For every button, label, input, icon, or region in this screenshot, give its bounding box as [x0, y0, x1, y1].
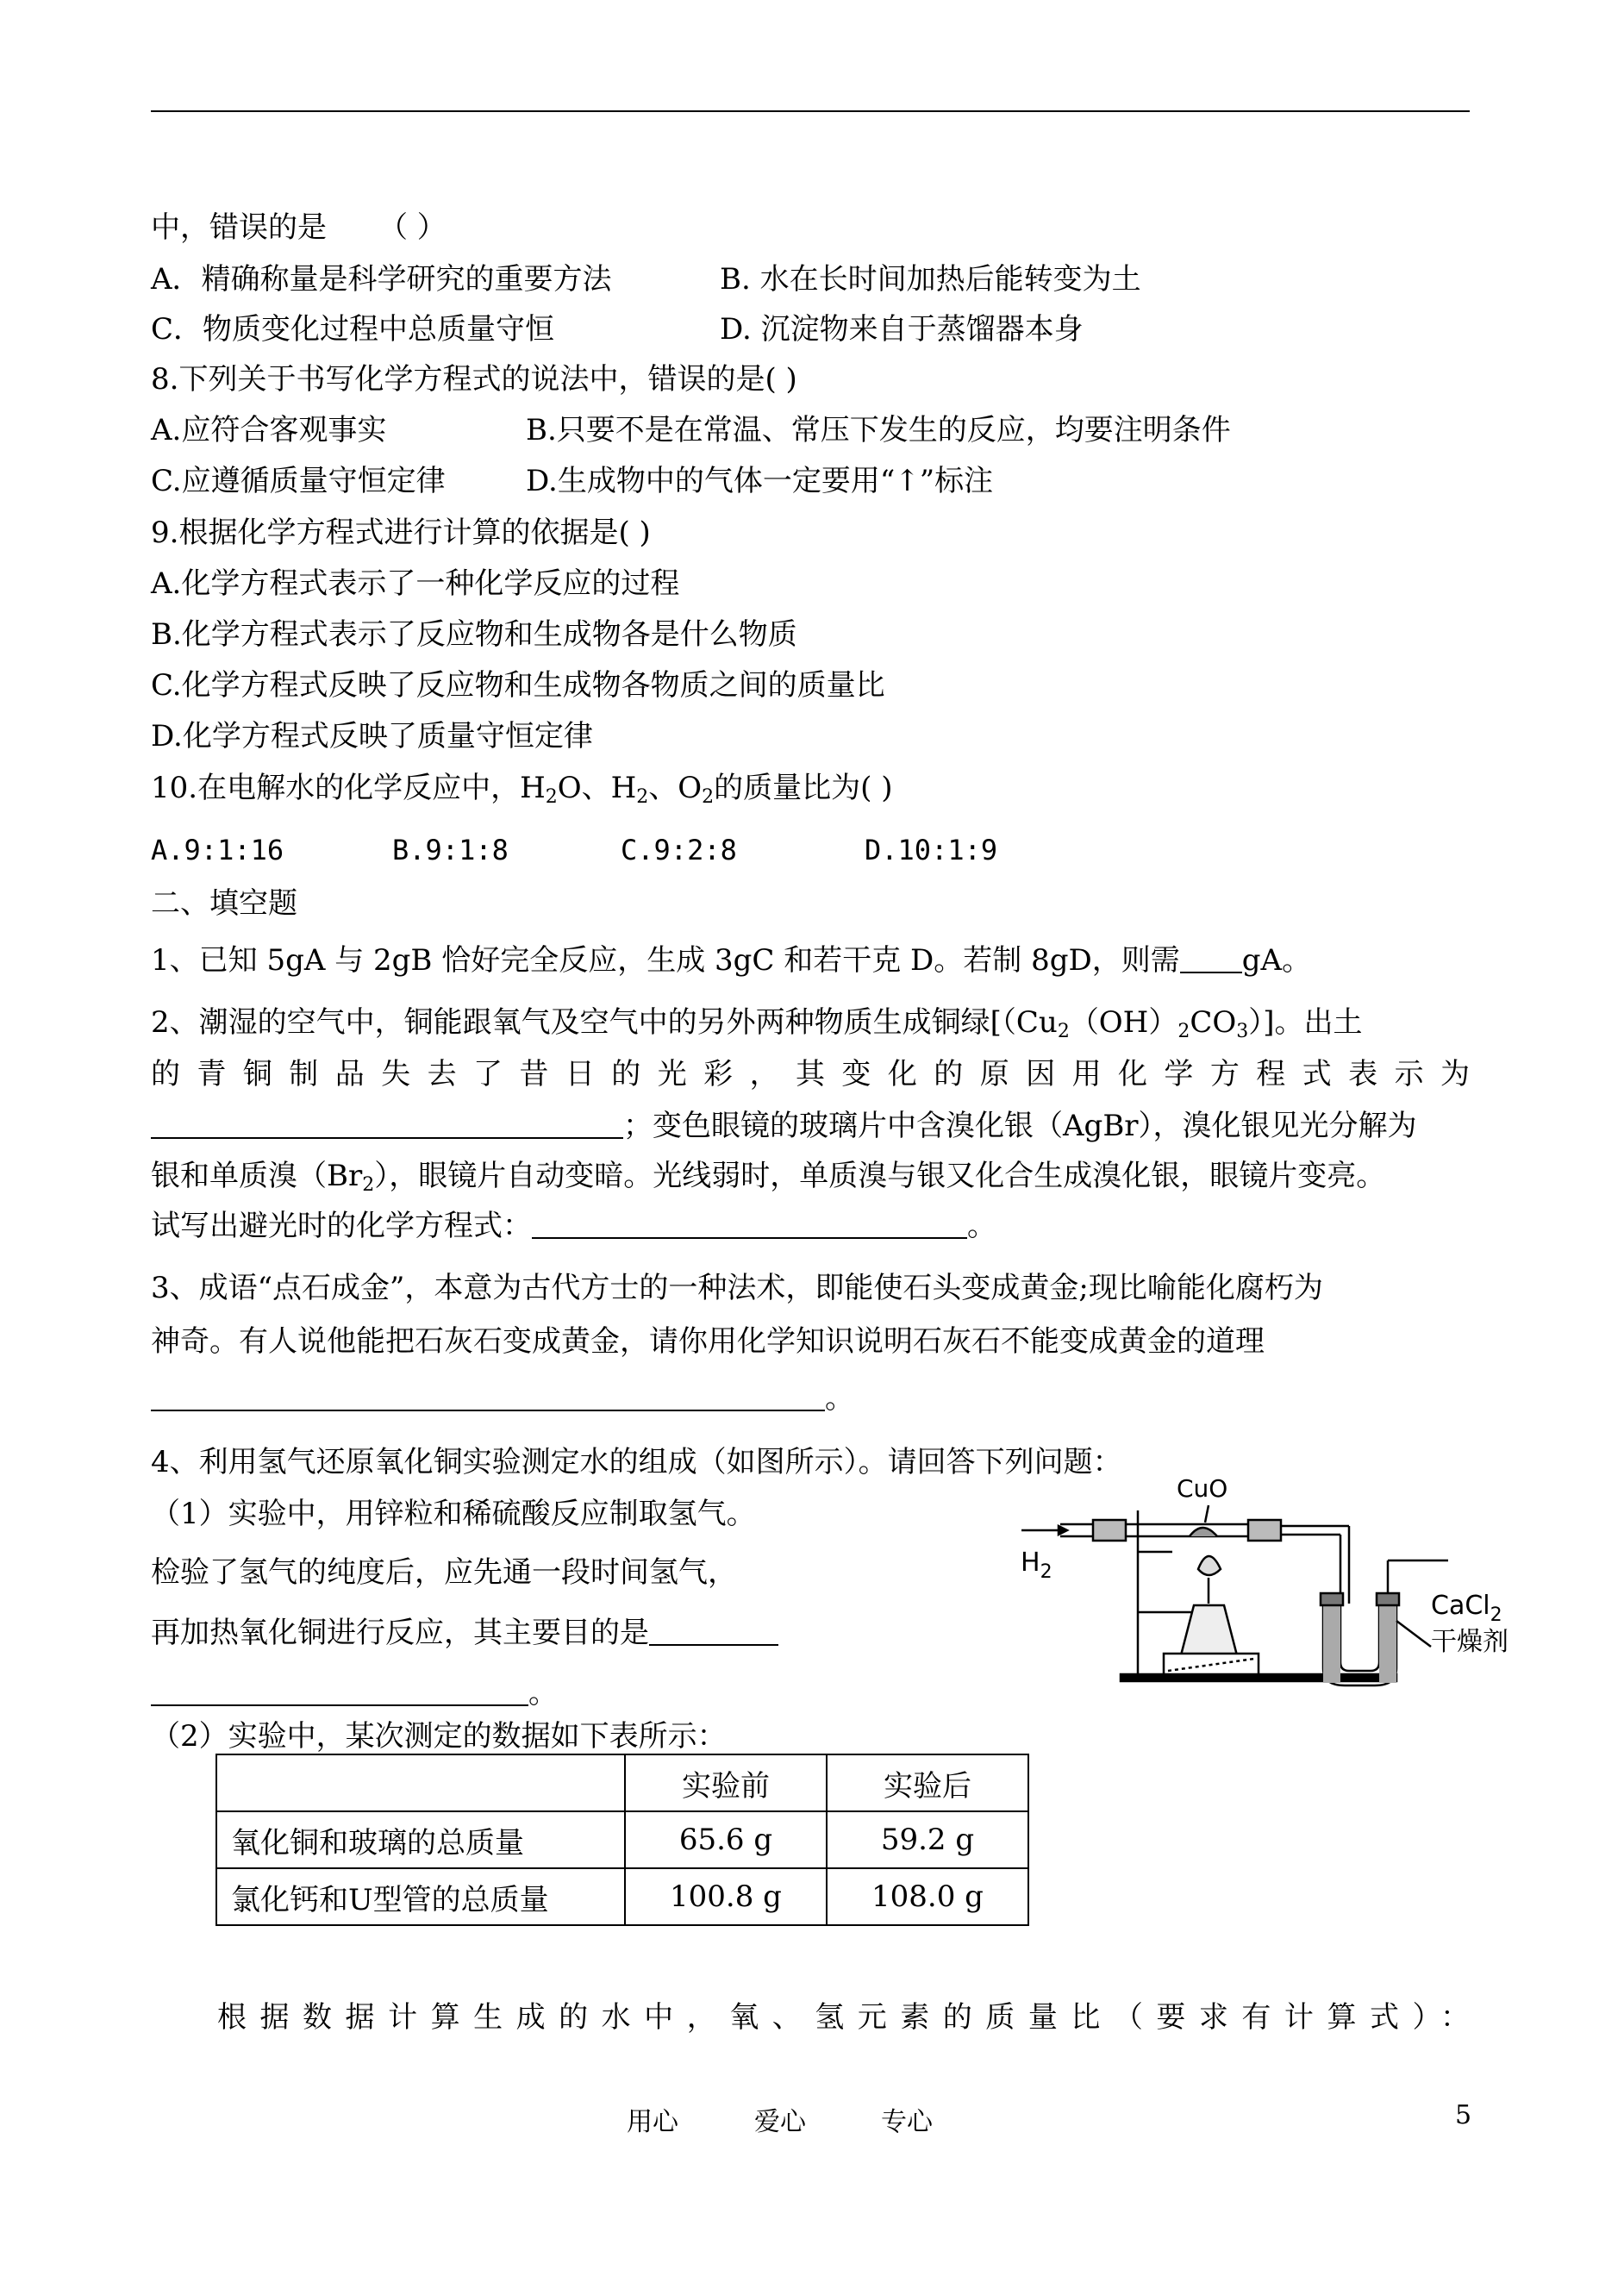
f3-l3-tail: 。	[825, 1381, 854, 1416]
q7-option-a: A．精确称量是科学研究的重要方法	[151, 262, 612, 297]
f4-blank-b[interactable]	[151, 1704, 528, 1706]
f2-l5-tail: 。	[967, 1209, 996, 1243]
cacl2-label	[1431, 1591, 1502, 1626]
table-cell: 100.8 g	[625, 1868, 827, 1925]
q9-option-a: A.化学方程式表示了一种化学反应的过程	[151, 566, 680, 601]
q7-option-d: D. 沉淀物来自于蒸馏器本身	[720, 312, 1084, 347]
u-tube-fill-left	[1323, 1605, 1340, 1683]
h2-label-main: H	[1021, 1548, 1040, 1578]
f4-p1-line3	[151, 1612, 778, 1654]
f4-final: 根据数据计算生成的水中，氧、氢元素的质量比（要求有计算式）：	[217, 2000, 1470, 2035]
q10-sub-h2o: 2	[545, 786, 558, 808]
f4-p2: （2）实验中，某次测定的数据如下表所示：	[151, 1719, 727, 1754]
cuo-pile	[1190, 1528, 1217, 1536]
f3-line3	[151, 1378, 854, 1419]
section-title: 二、填空题	[151, 886, 297, 921]
table-row	[216, 1811, 1028, 1868]
q10-option-b: B.9:1:8	[392, 834, 509, 866]
q10-stem-post: 的质量比为( )	[714, 771, 893, 805]
q8-option-d: D.生成物中的气体一定要用“↑”标注	[526, 464, 994, 498]
table-cell: 108.0 g	[827, 1868, 1028, 1925]
q10-stem	[151, 767, 892, 818]
table-cell: 59.2 g	[827, 1811, 1028, 1868]
q9-stem: 9.根据化学方程式进行计算的依据是( )	[151, 516, 651, 550]
f4-p1-line4	[151, 1673, 558, 1714]
h2-arrow-head	[1059, 1526, 1067, 1535]
f3-line1: 3、成语“点石成金”，本意为古代方士的一种法术，即能使石头变成黄金;现比喻能化腐朽为	[151, 1271, 1323, 1305]
f2-l1-end: ）]。出土	[1248, 1005, 1363, 1040]
f2-l4-post: ），眼镜片自动变暗。光线弱时，单质溴与银又化合生成溴化银，眼镜片变亮。	[374, 1159, 1386, 1193]
h2-label	[1021, 1548, 1052, 1583]
u-stopper-right	[1377, 1593, 1399, 1605]
table-cell: 氯化钙和U型管的总质量	[216, 1868, 625, 1925]
f2-l1-post: CO	[1190, 1005, 1237, 1040]
f2-l1-sub1: 2	[1057, 1021, 1070, 1042]
u-tube-fill-right	[1379, 1605, 1396, 1683]
footer-word-1: 用心	[627, 2107, 678, 2137]
table-cell: 65.6 g	[625, 1811, 827, 1868]
f2-l1-sub2: 2	[1177, 1021, 1190, 1042]
q9-option-c: C.化学方程式反映了反应物和生成物各物质之间的质量比	[151, 668, 885, 703]
f2-l1-sub3: 3	[1236, 1021, 1249, 1042]
q10-sub-o2: 2	[702, 786, 715, 808]
table-cell: 氧化铜和玻璃的总质量	[216, 1811, 625, 1868]
f2-l4-sub: 2	[362, 1174, 375, 1196]
f4-p1-line1: （1）实验中，用锌粒和稀硫酸反应制取氢气。	[151, 1497, 756, 1531]
h2-label-sub: 2	[1040, 1561, 1052, 1583]
table-header-cell: 实验后	[827, 1754, 1028, 1811]
q7-stem	[151, 207, 447, 248]
u-tube-inner	[1340, 1602, 1379, 1671]
f2-line4	[151, 1155, 1385, 1206]
f3-blank[interactable]	[151, 1410, 825, 1411]
q10-option-c: C.9:2:8	[621, 834, 737, 866]
q10-sub-h2: 2	[636, 786, 649, 808]
q9-option-d: D.化学方程式反映了质量守恒定律	[151, 719, 593, 754]
header-rule	[151, 110, 1470, 112]
f2-l4-pre: 银和单质溴（Br	[151, 1159, 363, 1193]
f2-l1-mid: （OH）	[1069, 1005, 1178, 1040]
cacl2-label-main: CaCl	[1431, 1591, 1490, 1621]
q10-option-a: A.9:1:16	[151, 834, 284, 866]
f2-line2: 的青铜制品失去了昔日的光彩，其变化的原因用化学方程式表示为	[151, 1057, 1470, 1091]
cacl2-pointer	[1396, 1621, 1431, 1647]
table-header-cell: 实验前	[625, 1754, 827, 1811]
table-header-row	[216, 1754, 1028, 1811]
cuo-pointer	[1205, 1505, 1209, 1523]
q7-row-ab	[151, 259, 612, 300]
data-table	[215, 1754, 1029, 1926]
f1-text: 1、已知 5gA 与 2gB 恰好完全反应，生成 3gC 和若干克 D。若制 8gD，则需	[151, 943, 1180, 978]
flame	[1198, 1556, 1221, 1575]
f1-line	[151, 940, 1311, 981]
f2-line3	[151, 1105, 1417, 1147]
page-number: 5	[1455, 2100, 1472, 2130]
cacl2-label-sub: 2	[1490, 1604, 1502, 1626]
desiccant-label: 干燥剂	[1431, 1627, 1508, 1657]
q7-paren: （ ）	[378, 210, 447, 245]
f4-p1-l4-tail: 。	[528, 1676, 558, 1710]
f2-l1-pre: 2、潮湿的空气中，铜能跟氧气及空气中的另外两种物质生成铜绿[（Cu	[151, 1005, 1058, 1040]
table-row	[216, 1868, 1028, 1925]
u-stopper-left	[1321, 1593, 1343, 1605]
f3-line2: 神奇。有人说他能把石灰石变成黄金，请你用化学知识说明石灰石不能变成黄金的道理	[151, 1324, 1265, 1359]
cuo-label: CuO	[1177, 1474, 1228, 1503]
f2-l5-pre: 试写出避光时的化学方程式：	[151, 1209, 532, 1243]
q7-option-c: C．物质变化过程中总质量守恒	[151, 312, 555, 347]
q8-option-a: A.应符合客观事实	[151, 413, 387, 447]
stopper-left	[1093, 1520, 1126, 1541]
f2-line5	[151, 1205, 996, 1247]
footer-word-2: 爱心	[754, 2107, 806, 2137]
f2-blank-equation2[interactable]	[532, 1237, 967, 1239]
q8-option-c: C.应遵循质量守恒定律	[151, 464, 446, 498]
q7-stem-text: 中，错误的是	[151, 210, 327, 245]
q10-stem-pre: 10.在电解水的化学反应中，H	[151, 771, 546, 805]
q10-stem-mid2: 、O	[648, 771, 703, 805]
f2-blank-equation1[interactable]	[151, 1137, 623, 1139]
f2-line1	[151, 1002, 1363, 1053]
q8-stem: 8.下列关于书写化学方程式的说法中，错误的是( )	[151, 362, 797, 397]
q10-stem-mid: O、H	[557, 771, 637, 805]
apparatus-figure	[1017, 1474, 1552, 1698]
q10-option-d: D.10:1:9	[865, 834, 998, 866]
f4-p1-l3-text: 再加热氧化铜进行反应，其主要目的是	[151, 1616, 649, 1650]
q7-option-b: B. 水在长时间加热后能转变为土	[720, 262, 1141, 297]
footer-word-3: 专心	[881, 2107, 933, 2137]
q9-option-b: B.化学方程式表示了反应物和生成物各是什么物质	[151, 617, 797, 652]
f2-l3-tail: ；变色眼镜的玻璃片中含溴化银（AgBr），溴化银见光分解为	[623, 1109, 1417, 1143]
f4-stem: 4、利用氢气还原氧化铜实验测定水的组成（如图所示）。请回答下列问题：	[151, 1445, 1122, 1479]
table-header-cell	[216, 1754, 625, 1811]
f1-blank[interactable]	[1180, 972, 1242, 973]
q8-option-b: B.只要不是在常温、常压下发生的反应，均要注明条件	[526, 413, 1231, 447]
f4-blank-a[interactable]	[649, 1644, 778, 1646]
f1-tail: gA。	[1241, 943, 1312, 978]
stopper-right	[1248, 1520, 1281, 1541]
f4-p1-line2: 检验了氢气的纯度后，应先通一段时间氢气，	[151, 1555, 737, 1590]
